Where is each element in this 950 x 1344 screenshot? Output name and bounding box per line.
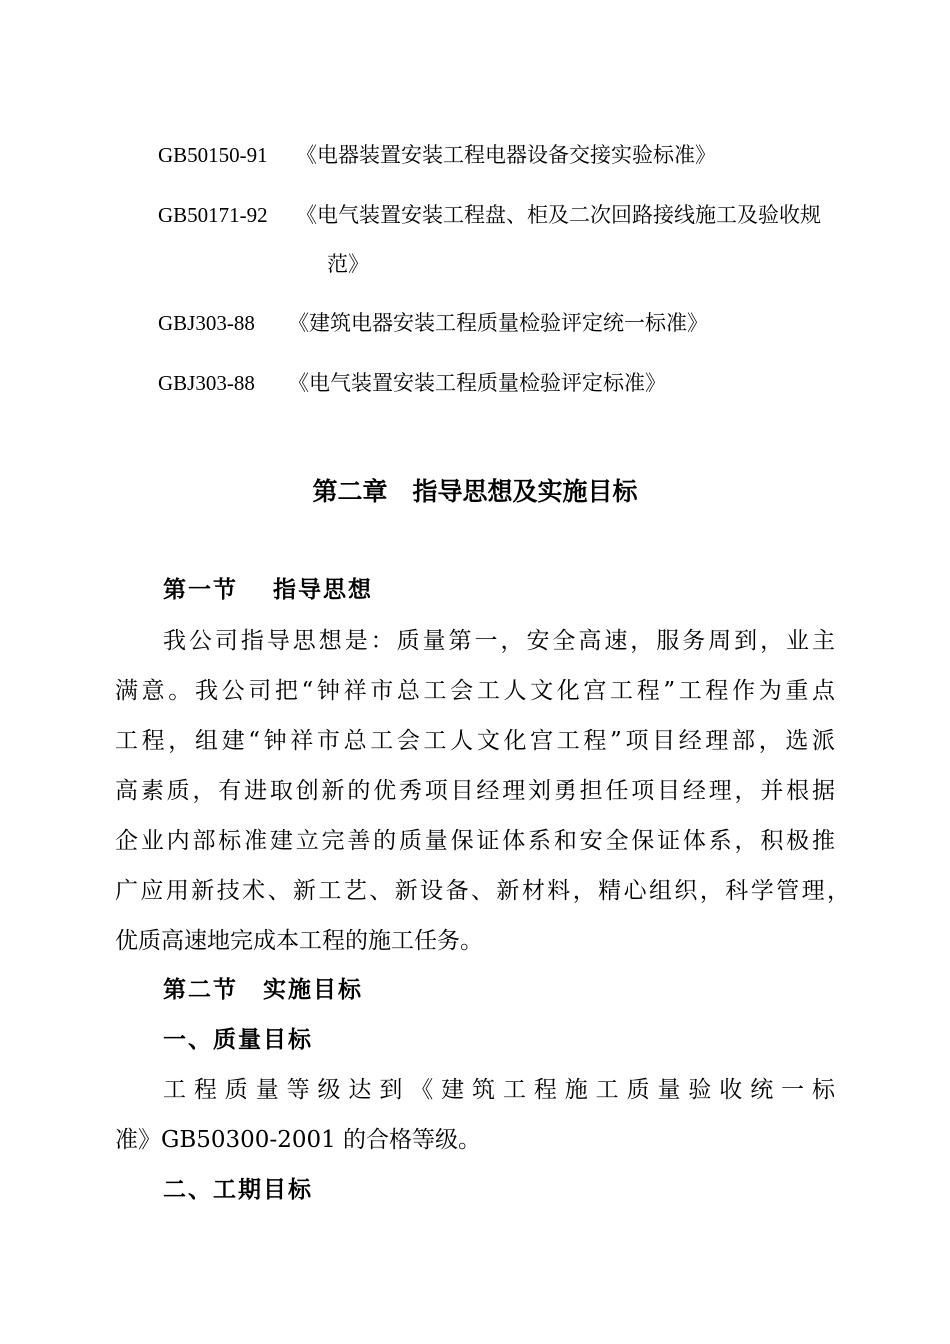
standard-title-continuation: 范》 xyxy=(327,252,369,276)
standard-code: GBJ303-88 xyxy=(158,311,255,335)
paragraph-line: 优质高速地完成本工程的施工任务。 xyxy=(115,928,483,954)
paragraph-line: 高素质，有进取创新的优秀项目经理刘勇担任项目经理，并根据 xyxy=(115,778,835,804)
paragraph-line: 准》GB50300-2001 的合格等级。 xyxy=(115,1127,482,1153)
paragraph-line: 企业内部标准建立完善的质量保证体系和安全保证体系，积极推 xyxy=(115,828,835,854)
paragraph-line: 工程，组建“钟祥市总工会工人文化宫工程”项目经理部，选派 xyxy=(115,728,835,754)
standard-title: 《电器装置安装工程电器设备交接实验标准》 xyxy=(296,143,716,167)
paragraph-line: 满意。我公司把“钟祥市总工会工人文化宫工程”工程作为重点 xyxy=(115,678,835,704)
chapter-title: 第二章 指导思想及实施目标 xyxy=(312,477,638,506)
paragraph-line: 工程质量等级达到《建筑工程施工质量验收统一标 xyxy=(163,1077,835,1103)
standard-item xyxy=(158,307,708,337)
standard-title: 《电气装置安装工程盘、柜及二次回路接线施工及验收规 xyxy=(296,203,821,227)
paragraph-line: 我公司指导思想是：质量第一，安全高速，服务周到，业主 xyxy=(163,628,835,654)
paragraph-line: 广应用新技术、新工艺、新设备、新材料，精心组织，科学管理， xyxy=(115,878,850,904)
section-heading: 第一节 指导思想 xyxy=(163,577,374,603)
standard-code: GB50150-91 xyxy=(158,143,268,167)
subsection-heading: 二、工期目标 xyxy=(163,1177,313,1203)
subsection-heading: 一、质量目标 xyxy=(163,1027,313,1053)
standard-title: 《建筑电器安装工程质量检验评定统一标准》 xyxy=(288,311,708,335)
standard-item xyxy=(158,199,821,229)
section-heading: 第二节 实施目标 xyxy=(163,977,363,1003)
standard-title: 《电气装置安装工程质量检验评定标准》 xyxy=(288,371,666,395)
standard-code: GB50171-92 xyxy=(158,203,268,227)
standard-item xyxy=(158,367,666,397)
standard-item xyxy=(158,139,716,169)
standard-code: GBJ303-88 xyxy=(158,371,255,395)
